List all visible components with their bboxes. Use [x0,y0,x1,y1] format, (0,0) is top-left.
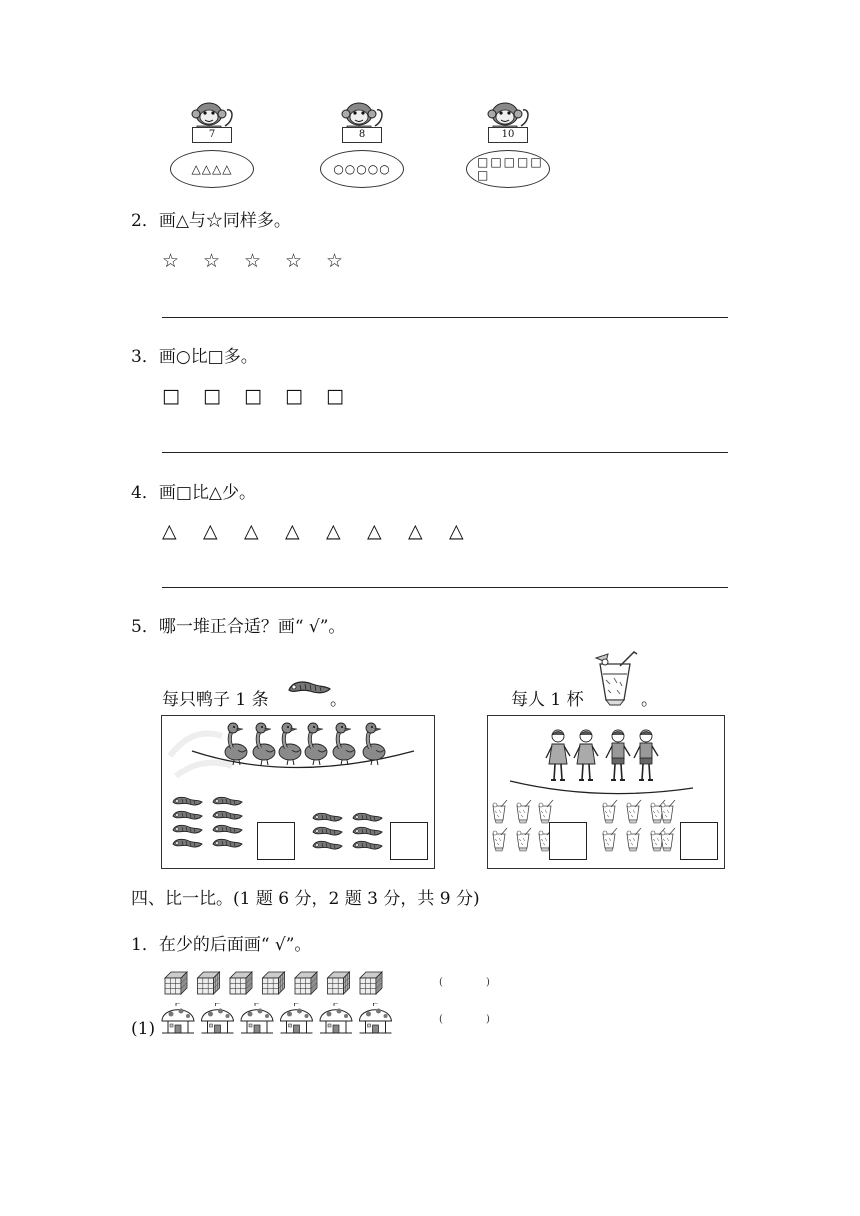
mushroom-house-row [160,1003,396,1037]
worm-icon [313,841,342,849]
juice-glass-icon [517,828,531,851]
child-icon [574,730,598,780]
answer-paren-1[interactable] [446,975,484,991]
worm-icon [286,676,332,698]
mushroom-house-icon [281,1003,313,1033]
answer-box-right-1[interactable] [549,822,587,860]
worm-icon [173,797,202,805]
q3-symbol: □ [285,385,303,407]
q3-symbol: □ [244,385,262,407]
worm-icon [173,825,202,833]
worm-icon [313,827,342,835]
juice-glass-icon [627,828,641,851]
cube-icon [263,972,285,994]
answer-paren-2[interactable] [446,1012,484,1028]
question-5: 5．哪一堆正合适？画“ √”。 [131,617,346,637]
juice-glass-icon [603,800,617,823]
mushroom-house-icon [360,1003,392,1033]
worm-icon [313,813,342,821]
q4-symbol: △ [449,520,464,542]
answer-box-left-2[interactable] [390,822,428,860]
q4-symbols [162,520,490,542]
duck-icon [225,723,247,765]
mushroom-house-icon [162,1003,194,1033]
q4-symbol: △ [203,520,218,542]
duck-icon [333,723,355,765]
juice-glass-icon [661,800,675,823]
worm-icon [213,811,242,819]
paren-open-2: ( [439,1014,443,1025]
cube-icon [360,972,382,994]
cube-row [163,970,393,996]
mushroom-house-icon [241,1003,273,1033]
section-4-title: 四、比一比。(1 题 6 分，2 题 3 分，共 9 分) [131,889,480,909]
worm-icon [213,797,242,805]
juice-glass-icon [493,800,507,823]
worm-icon [353,841,382,849]
duck-worm-picture [161,715,435,869]
question-4: 4．画□比△少。 [131,483,256,503]
answer-line-3[interactable] [162,452,728,453]
q3-symbol: □ [326,385,344,407]
mushroom-house-icon [202,1003,234,1033]
answer-line-2[interactable] [162,317,728,318]
cube-icon [295,972,317,994]
q5-right-suffix: 。 [641,690,658,710]
cube-icon [165,972,187,994]
paren-close-2: ) [486,1014,490,1025]
q2-symbol: ☆ [244,250,262,272]
worm-icon [213,839,242,847]
juice-glass-icon [661,828,675,851]
juice-glass-icon [603,828,617,851]
q2-symbols [162,250,367,272]
q5-left-prefix: 每只鸭子 1 条 [162,690,269,710]
paren-close-1: ) [486,977,490,988]
q2-symbol: ☆ [285,250,303,272]
q2-symbol: ☆ [203,250,221,272]
q5-right-prefix: 每人 1 杯 [511,690,584,710]
cube-icon [198,972,220,994]
cube-icon [230,972,252,994]
q3-symbol: □ [203,385,221,407]
child-icon [606,730,630,780]
section-4-question-1: 1．在少的后面画“ √”。 [131,935,312,955]
juice-glass-icon [590,650,640,708]
cube-icon [328,972,350,994]
q4-symbol: △ [162,520,177,542]
juice-glass-icon [627,800,641,823]
q5-left-suffix: 。 [330,690,347,710]
juice-glass-icon [539,800,553,823]
answer-box-right-2[interactable] [680,822,718,860]
answer-box-left-1[interactable] [257,822,295,860]
q2-symbol: ☆ [326,250,344,272]
q2-symbol: ☆ [162,250,180,272]
monkey-number-card: 7 [192,127,232,143]
answer-oval: △△△△ [170,150,254,188]
juice-glass-icon [517,800,531,823]
answer-line-4[interactable] [162,587,728,588]
duck-icon [279,723,301,765]
q4-symbol: △ [367,520,382,542]
monkey-number-card: 10 [488,127,528,143]
worm-icon [173,839,202,847]
question-2: 2．画△与☆同样多。 [131,211,291,231]
duck-icon [253,723,275,765]
q4-symbol: △ [326,520,341,542]
child-icon [546,730,570,780]
sub-question-label: (1) [131,1019,156,1039]
q3-symbol: □ [162,385,180,407]
worm-icon [353,813,382,821]
paren-open-1: ( [439,977,443,988]
answer-oval: ○○○○○ [320,150,404,188]
worm-icon [213,825,242,833]
monkey-number-card: 8 [342,127,382,143]
question-3: 3．画○比□多。 [131,347,258,367]
duck-icon [305,723,327,765]
children-juice-picture [487,715,725,869]
child-icon [634,730,658,780]
mushroom-house-icon [320,1003,352,1033]
juice-glass-icon [493,828,507,851]
answer-oval: □□□□□ □ [466,150,550,188]
q4-symbol: △ [408,520,423,542]
q4-symbol: △ [244,520,259,542]
worm-icon [353,827,382,835]
q4-symbol: △ [285,520,300,542]
worm-icon [173,811,202,819]
q3-symbols [162,385,367,407]
